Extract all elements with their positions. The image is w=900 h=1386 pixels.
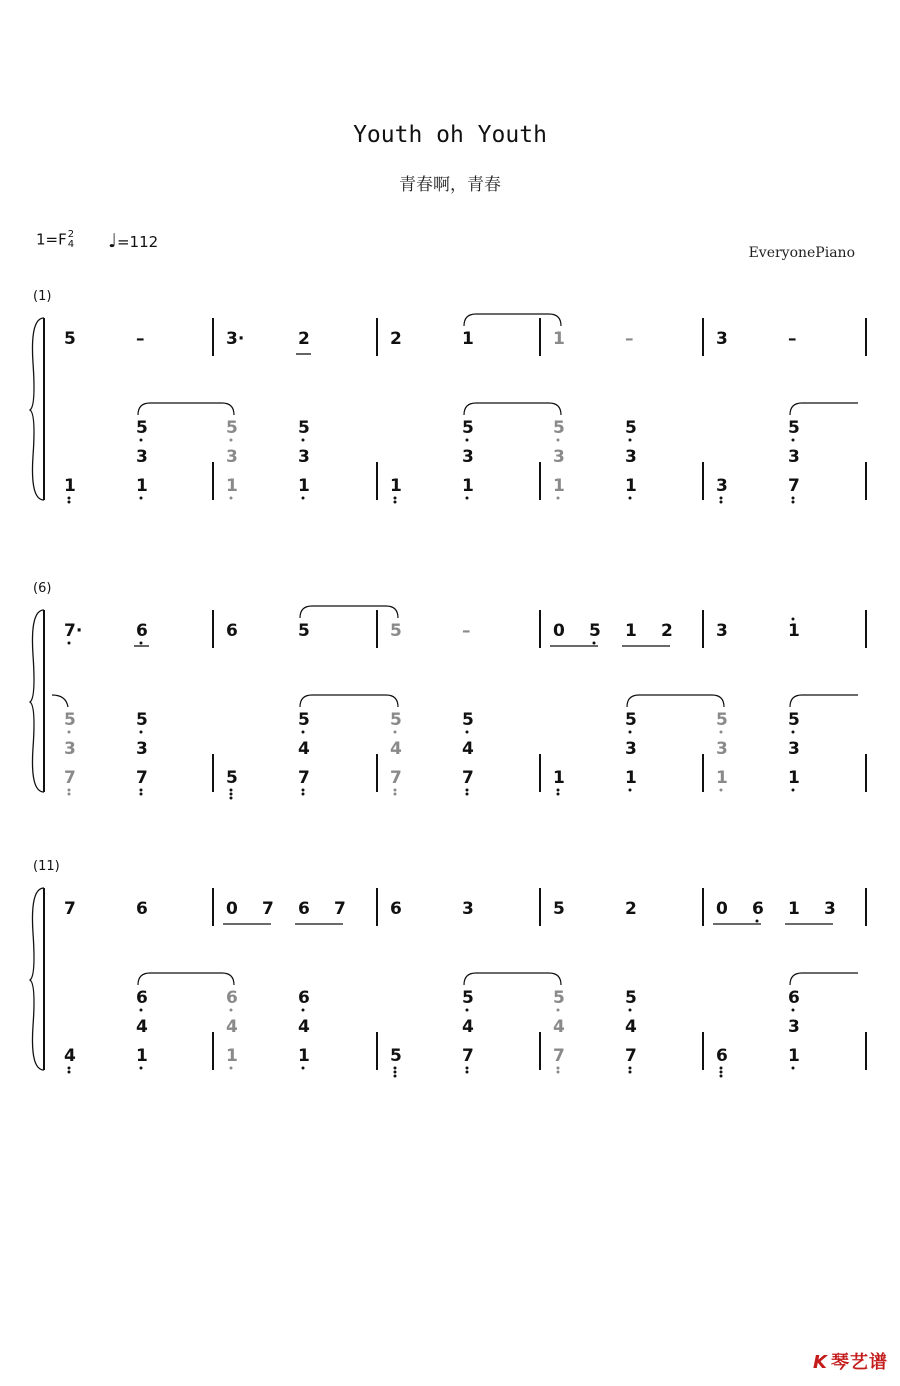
watermark-icon: K bbox=[813, 1352, 828, 1373]
melody-note: 3 bbox=[462, 899, 474, 919]
melody-note: 2 bbox=[298, 329, 310, 349]
chord-note: 4 bbox=[226, 1017, 238, 1037]
octave-dot-below bbox=[557, 1067, 560, 1070]
octave-dot-below bbox=[792, 501, 795, 504]
melody-note: 1 bbox=[788, 899, 800, 919]
chord-note: 5 bbox=[64, 710, 76, 730]
chord-note: 4 bbox=[462, 1017, 474, 1037]
chord-note: 5 bbox=[625, 710, 637, 730]
chord-note: 5 bbox=[716, 710, 728, 730]
chord-note: 5 bbox=[462, 710, 474, 730]
chord-note: 4 bbox=[298, 1017, 310, 1037]
octave-dot-below bbox=[792, 1067, 795, 1070]
bass-note: 1 bbox=[625, 768, 637, 788]
bass-note: 1 bbox=[390, 476, 402, 496]
octave-dot-below bbox=[720, 731, 723, 734]
system-number: (1) bbox=[33, 289, 52, 304]
melody-note: 6 bbox=[136, 899, 148, 919]
chord-note: 5 bbox=[298, 418, 310, 438]
melody-note: 1 bbox=[553, 329, 565, 349]
octave-dot-below bbox=[140, 1009, 143, 1012]
octave-dot-below bbox=[68, 497, 71, 500]
octave-dot-below bbox=[302, 789, 305, 792]
octave-dot-below bbox=[720, 1067, 723, 1070]
tie-arc bbox=[790, 695, 858, 707]
octave-dot-below bbox=[394, 1075, 397, 1078]
bass-note: 7 bbox=[298, 768, 310, 788]
tie-arc bbox=[138, 403, 234, 415]
chord-note: 5 bbox=[625, 418, 637, 438]
octave-dot-below bbox=[466, 497, 469, 500]
octave-dot-below bbox=[394, 789, 397, 792]
bass-note: 7 bbox=[788, 476, 800, 496]
system-number: (11) bbox=[33, 859, 60, 874]
tie-arc bbox=[790, 403, 858, 415]
octave-dot-below bbox=[720, 789, 723, 792]
octave-dot-below bbox=[230, 1009, 233, 1012]
octave-dot-below bbox=[302, 497, 305, 500]
bass-note: 6 bbox=[716, 1046, 728, 1066]
octave-dot-below bbox=[720, 501, 723, 504]
octave-dot-below bbox=[466, 1067, 469, 1070]
chord-note: 5 bbox=[298, 710, 310, 730]
octave-dot-below bbox=[557, 497, 560, 500]
chord-note: 3 bbox=[625, 447, 637, 467]
octave-dot-below bbox=[140, 439, 143, 442]
octave-dot-below bbox=[394, 497, 397, 500]
octave-dot-below bbox=[140, 731, 143, 734]
chord-note: 3 bbox=[136, 447, 148, 467]
chord-note: 5 bbox=[462, 988, 474, 1008]
bass-note: 1 bbox=[226, 476, 238, 496]
melody-note: 5 bbox=[553, 899, 565, 919]
octave-dot-below bbox=[466, 1071, 469, 1074]
octave-dot-below bbox=[720, 1071, 723, 1074]
melody-note: 5 bbox=[390, 621, 402, 641]
octave-dot-below bbox=[140, 497, 143, 500]
bass-note: 1 bbox=[64, 476, 76, 496]
chord-note: 4 bbox=[390, 739, 402, 759]
octave-dot-below bbox=[302, 439, 305, 442]
chord-note: 5 bbox=[136, 418, 148, 438]
octave-dot-below bbox=[394, 731, 397, 734]
tie-arc bbox=[52, 695, 68, 707]
octave-dot-below bbox=[629, 439, 632, 442]
melody-note: 3 bbox=[716, 621, 728, 641]
octave-dot-below bbox=[629, 731, 632, 734]
bass-note: 7 bbox=[553, 1046, 565, 1066]
tie-arc bbox=[627, 695, 724, 707]
octave-dot-below bbox=[629, 1071, 632, 1074]
octave-dot-below bbox=[230, 1067, 233, 1070]
octave-dot-below bbox=[68, 789, 71, 792]
octave-dot-below bbox=[302, 1067, 305, 1070]
bass-note: 7 bbox=[390, 768, 402, 788]
melody-note: – bbox=[625, 329, 634, 349]
octave-dot-below bbox=[466, 1009, 469, 1012]
melody-note: – bbox=[788, 329, 797, 349]
melody-note: – bbox=[462, 621, 471, 641]
melody-note: 1 bbox=[462, 329, 474, 349]
octave-dot-below bbox=[792, 1009, 795, 1012]
octave-dot-below bbox=[466, 439, 469, 442]
chord-note: 4 bbox=[553, 1017, 565, 1037]
chord-note: 6 bbox=[136, 988, 148, 1008]
chord-note: 5 bbox=[553, 418, 565, 438]
chord-note: 5 bbox=[788, 710, 800, 730]
octave-dot-below bbox=[68, 642, 71, 645]
chord-note: 4 bbox=[298, 739, 310, 759]
bass-note: 1 bbox=[462, 476, 474, 496]
melody-note: 6 bbox=[298, 899, 310, 919]
octave-dot-below bbox=[140, 1067, 143, 1070]
chord-note: 6 bbox=[788, 988, 800, 1008]
melody-note: 5 bbox=[589, 621, 601, 641]
chord-note: 3 bbox=[298, 447, 310, 467]
time-signature-bottom: 4 bbox=[67, 239, 75, 250]
grand-staff-brace bbox=[30, 888, 44, 1070]
octave-dot-below bbox=[720, 1075, 723, 1078]
bass-note: 7 bbox=[64, 768, 76, 788]
octave-dot-below bbox=[557, 793, 560, 796]
bass-note: 5 bbox=[390, 1046, 402, 1066]
chord-note: 3 bbox=[553, 447, 565, 467]
octave-dot-below bbox=[140, 642, 143, 645]
melody-note: 2 bbox=[390, 329, 402, 349]
chord-note: 5 bbox=[625, 988, 637, 1008]
chord-note: 5 bbox=[553, 988, 565, 1008]
quarter-note-icon: ♩ bbox=[108, 230, 117, 252]
octave-dot-below bbox=[466, 793, 469, 796]
song-title: Youth oh Youth bbox=[353, 122, 547, 148]
bass-note: 7 bbox=[462, 768, 474, 788]
bass-note: 1 bbox=[298, 1046, 310, 1066]
melody-note: 3· bbox=[226, 329, 245, 349]
octave-dot-below bbox=[302, 731, 305, 734]
chord-note: 3 bbox=[226, 447, 238, 467]
octave-dot-below bbox=[394, 1067, 397, 1070]
chord-note: 3 bbox=[625, 739, 637, 759]
bass-note: 1 bbox=[136, 1046, 148, 1066]
melody-note: 6 bbox=[390, 899, 402, 919]
octave-dot-below bbox=[230, 439, 233, 442]
octave-dot-below bbox=[230, 793, 233, 796]
melody-note: 3 bbox=[824, 899, 836, 919]
melody-note: – bbox=[136, 329, 145, 349]
chord-note: 5 bbox=[462, 418, 474, 438]
melody-note: 5 bbox=[64, 329, 76, 349]
octave-dot-below bbox=[557, 789, 560, 792]
chord-note: 4 bbox=[625, 1017, 637, 1037]
octave-dot-below bbox=[230, 497, 233, 500]
melody-note: 7 bbox=[64, 899, 76, 919]
grand-staff-brace bbox=[30, 610, 44, 792]
octave-dot-below bbox=[792, 731, 795, 734]
chord-note: 3 bbox=[716, 739, 728, 759]
melody-note: 7 bbox=[334, 899, 346, 919]
octave-dot-below bbox=[466, 731, 469, 734]
octave-dot-below bbox=[720, 497, 723, 500]
octave-dot-below bbox=[394, 1071, 397, 1074]
bass-note: 1 bbox=[136, 476, 148, 496]
octave-dot-below bbox=[140, 793, 143, 796]
octave-dot-below bbox=[792, 789, 795, 792]
time-signature-top: 2 bbox=[67, 229, 75, 240]
octave-dot-below bbox=[557, 1071, 560, 1074]
melody-note: 3 bbox=[716, 329, 728, 349]
melody-note: 7 bbox=[262, 899, 274, 919]
bass-note: 7 bbox=[625, 1046, 637, 1066]
bass-note: 1 bbox=[553, 768, 565, 788]
tie-arc bbox=[464, 314, 561, 326]
chord-note: 3 bbox=[136, 739, 148, 759]
octave-dot-below bbox=[394, 793, 397, 796]
octave-dot-below bbox=[302, 1009, 305, 1012]
melody-note: 0 bbox=[226, 899, 238, 919]
tie-arc bbox=[464, 973, 561, 985]
bass-note: 4 bbox=[64, 1046, 76, 1066]
melody-note: 6 bbox=[752, 899, 764, 919]
chord-note: 5 bbox=[390, 710, 402, 730]
chord-note: 3 bbox=[788, 1017, 800, 1037]
octave-dot-below bbox=[792, 439, 795, 442]
chord-note: 6 bbox=[298, 988, 310, 1008]
melody-note: 6 bbox=[136, 621, 148, 641]
bass-note: 1 bbox=[553, 476, 565, 496]
bass-note: 1 bbox=[716, 768, 728, 788]
chord-note: 4 bbox=[136, 1017, 148, 1037]
melody-note: 0 bbox=[716, 899, 728, 919]
melody-note: 0 bbox=[553, 621, 565, 641]
grand-staff-brace bbox=[30, 318, 44, 500]
chord-note: 6 bbox=[226, 988, 238, 1008]
watermark-logo bbox=[813, 1348, 888, 1374]
bass-note: 1 bbox=[298, 476, 310, 496]
octave-dot-below bbox=[302, 793, 305, 796]
melody-note: 6 bbox=[226, 621, 238, 641]
octave-dot-below bbox=[756, 920, 759, 923]
bass-note: 7 bbox=[136, 768, 148, 788]
octave-dot-below bbox=[230, 797, 233, 800]
octave-dot-below bbox=[557, 439, 560, 442]
bass-note: 1 bbox=[625, 476, 637, 496]
chord-note: 5 bbox=[226, 418, 238, 438]
octave-dot-below bbox=[140, 789, 143, 792]
bass-note: 1 bbox=[788, 768, 800, 788]
octave-dot-below bbox=[629, 1067, 632, 1070]
bass-note: 1 bbox=[788, 1046, 800, 1066]
octave-dot-below bbox=[68, 793, 71, 796]
system-number: (6) bbox=[33, 581, 52, 596]
tempo-value: =112 bbox=[116, 233, 159, 251]
tie-arc bbox=[300, 606, 398, 618]
chord-note: 3 bbox=[788, 739, 800, 759]
melody-note: 2 bbox=[625, 899, 637, 919]
song-subtitle: 青春啊，青春 bbox=[399, 175, 501, 195]
chord-note: 3 bbox=[64, 739, 76, 759]
melody-note: 5 bbox=[298, 621, 310, 641]
tie-arc bbox=[790, 973, 858, 985]
melody-note: 2 bbox=[661, 621, 673, 641]
bass-note: 1 bbox=[226, 1046, 238, 1066]
octave-dot-below bbox=[629, 497, 632, 500]
watermark-text: 琴艺谱 bbox=[831, 1352, 888, 1373]
octave-dot-below bbox=[230, 789, 233, 792]
melody-note: 1 bbox=[788, 621, 800, 641]
arranger-credit: EveryonePiano bbox=[748, 245, 855, 261]
bass-note: 3 bbox=[716, 476, 728, 496]
chord-note: 5 bbox=[136, 710, 148, 730]
bass-note: 7 bbox=[462, 1046, 474, 1066]
melody-note: 7· bbox=[64, 621, 83, 641]
bass-note: 5 bbox=[226, 768, 238, 788]
tie-arc bbox=[464, 403, 561, 415]
chord-note: 3 bbox=[788, 447, 800, 467]
chord-note: 4 bbox=[462, 739, 474, 759]
melody-note: 1 bbox=[625, 621, 637, 641]
tie-arc bbox=[300, 695, 398, 707]
tie-arc bbox=[138, 973, 234, 985]
chord-note: 5 bbox=[788, 418, 800, 438]
octave-dot-below bbox=[68, 501, 71, 504]
octave-dot-below bbox=[557, 1009, 560, 1012]
octave-dot-above bbox=[792, 618, 795, 621]
octave-dot-below bbox=[629, 1009, 632, 1012]
octave-dot-below bbox=[629, 789, 632, 792]
octave-dot-below bbox=[466, 789, 469, 792]
octave-dot-below bbox=[68, 1071, 71, 1074]
octave-dot-below bbox=[394, 501, 397, 504]
chord-note: 3 bbox=[462, 447, 474, 467]
octave-dot-below bbox=[593, 642, 596, 645]
octave-dot-below bbox=[68, 1067, 71, 1070]
key-label: 1=F bbox=[36, 230, 67, 249]
octave-dot-below bbox=[792, 497, 795, 500]
octave-dot-below bbox=[68, 731, 71, 734]
